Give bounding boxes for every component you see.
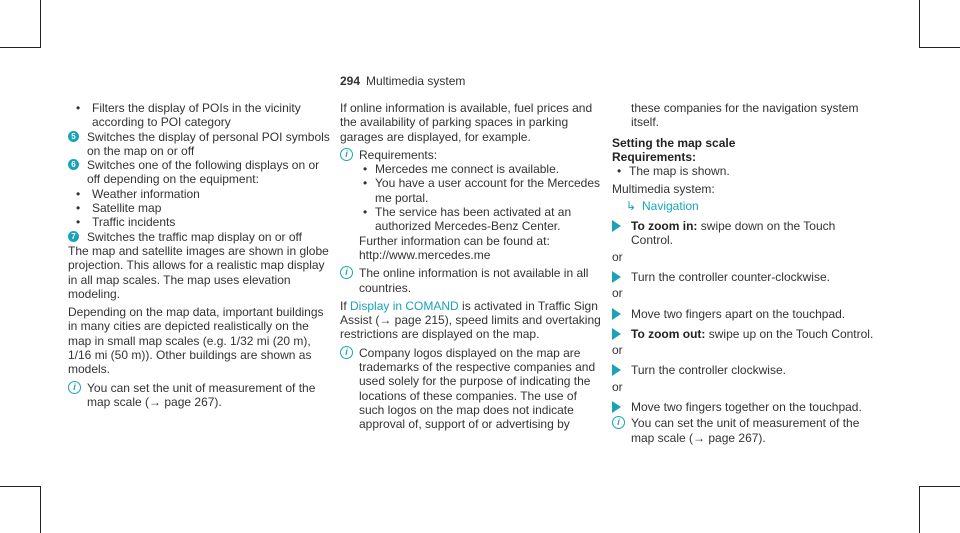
step-arrow-icon xyxy=(612,401,621,413)
column-right xyxy=(612,101,874,449)
info-icon: i xyxy=(340,346,353,359)
instruction-step: Move two fingers together on the touchpad. xyxy=(612,400,874,414)
step-arrow-icon xyxy=(612,364,621,376)
page-reference-link[interactable]: → page 215 xyxy=(379,313,445,328)
instruction-step: Turn the controller clockwise. xyxy=(612,363,874,377)
crop-mark xyxy=(919,486,920,533)
list-item: • Traffic incidents xyxy=(76,215,176,230)
display-in-comand-link[interactable]: Display in COMAND xyxy=(350,298,459,313)
instruction-step: To zoom in: swipe down on the Touch Control. xyxy=(612,219,874,248)
crop-mark xyxy=(919,47,960,48)
step-arrow-icon xyxy=(612,328,621,340)
section-title: Multimedia system xyxy=(366,74,466,88)
crop-mark xyxy=(0,47,41,48)
or-text: or xyxy=(612,343,623,358)
info-icon: i xyxy=(340,266,353,279)
page-reference-link[interactable]: → page 267 xyxy=(693,430,759,445)
or-text: or xyxy=(612,286,623,301)
list-item: • You have a user account for the Mercedes me portal. xyxy=(363,176,601,205)
paragraph: If online information is available, fuel prices and the availability of parking spaces in parking garages are displayed, for example. xyxy=(340,101,593,144)
page-reference-link[interactable]: → page 267 xyxy=(149,394,215,409)
or-text: or xyxy=(612,379,623,394)
paragraph: Depending on the map data, important buildings in many cities are depicted realistically on the map in small map scales (e.g. 1/32 mi (20 m), 1/16 mi (50 m)). Other buildings are shown as models. xyxy=(68,305,324,377)
list-item: • Filters the display of POIs in the vicinity according to POI category xyxy=(76,101,301,130)
paragraph: Further information can be found at: http://www.mercedes.me xyxy=(359,233,550,262)
paragraph: Multimedia system: xyxy=(612,182,715,197)
info-icon: i xyxy=(68,381,81,394)
step-arrow-icon xyxy=(612,271,621,283)
column-left xyxy=(68,101,330,413)
numbered-item-6: 6 Switches one of the following displays on or off depending on the equipment: xyxy=(68,158,330,187)
instruction-step: Move two fingers apart on the touchpad. xyxy=(612,307,874,321)
note: i The online information is not available in all countries. xyxy=(340,266,602,295)
numbered-item-5: 5 Switches the display of personal POI symbols on the map on or off xyxy=(68,130,330,159)
or-text: or xyxy=(612,249,623,264)
list-item: • Satellite map xyxy=(76,201,162,216)
page-header xyxy=(340,74,465,88)
numbered-item-7: 7 Switches the traffic map display on or off xyxy=(68,230,330,244)
number-badge: 7 xyxy=(68,231,79,242)
column-middle xyxy=(340,101,602,436)
info-icon: i xyxy=(340,148,353,161)
step-arrow-icon xyxy=(612,220,621,232)
note: i Company logos displayed on the map are trademarks of the respective companies and used solely for the purpose of indicating the locations of these companies. The use of such logos on the map does not indicate approval of, support of or advertising by xyxy=(340,346,602,432)
number-badge: 5 xyxy=(68,131,79,142)
note: i You can set the unit of measurement of the map scale (→ page 267). xyxy=(612,416,874,445)
crop-mark xyxy=(919,486,960,487)
paragraph: these companies for the navigation system itself. xyxy=(631,101,859,130)
crop-mark xyxy=(40,486,41,533)
paragraph: If Display in COMAND is activated in Traffic Sign Assist (→ page 215), speed limits and overtaking restrictions are displayed on the map. xyxy=(340,298,601,342)
number-badge: 6 xyxy=(68,159,79,170)
section-heading: Setting the map scale xyxy=(612,135,736,150)
instruction-step: Turn the controller counter-clockwise. xyxy=(612,270,874,284)
navigation-menu-path[interactable]: ↳ Navigation xyxy=(626,198,699,213)
list-item: • Mercedes me connect is available. xyxy=(363,162,560,177)
crop-mark xyxy=(919,0,920,48)
page-number: 294 xyxy=(340,74,361,88)
requirements-note: i Requirements: xyxy=(340,148,602,162)
crop-mark xyxy=(40,0,41,48)
info-icon: i xyxy=(612,416,625,429)
note: i You can set the unit of measurement of the map scale (→ page 267). xyxy=(68,381,330,410)
list-item: • Weather information xyxy=(76,186,200,201)
list-item: • The map is shown. xyxy=(617,164,730,179)
requirements-label: Requirements: xyxy=(612,149,697,164)
instruction-step: To zoom out: swipe up on the Touch Control. xyxy=(612,327,874,341)
list-item: • The service has been activated at an authorized Mercedes-Benz Center. xyxy=(363,205,572,234)
crop-mark xyxy=(0,486,41,487)
paragraph: The map and satellite images are shown in globe projection. This allows for a realistic map display in all map scales. The map uses elevation modeling. xyxy=(68,243,329,301)
step-arrow-icon xyxy=(612,308,621,320)
arrow-return-icon: ↳ xyxy=(626,198,637,213)
